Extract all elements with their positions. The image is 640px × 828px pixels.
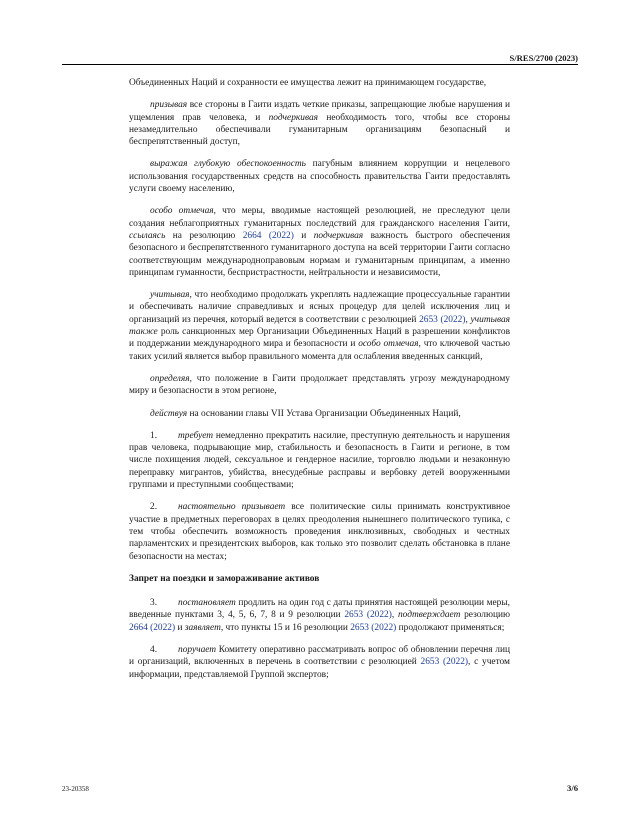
resolution-link[interactable]: 2653 (2022) bbox=[344, 610, 392, 621]
header-rule bbox=[62, 64, 578, 65]
paragraph-number: 4. bbox=[150, 644, 158, 655]
resolution-link[interactable]: 2653 (2022) bbox=[420, 657, 469, 668]
document-symbol: S/RES/2700 (2023) bbox=[509, 53, 578, 63]
preamble-paragraph: призывая все стороны в Гаити издать четкие приказы, запрещающие любые нарушения и ущемления прав человека, и подчеркивая необходимость того, чтобы все стороны незамедлительно обеспечивали гуманитарным организациям безопасный и беспрепятственный доступ, bbox=[129, 100, 510, 148]
operative-paragraph-4: 4. поручает Комитету оперативно рассматривать вопрос об обновлении перечня лиц и организаций, включенных в перечень в соответствии с резолюцией 2653 (2022), с учетом информации, представляемой Группой экспертов; bbox=[129, 644, 510, 680]
resolution-link[interactable]: 2653 (2022) bbox=[350, 622, 397, 633]
resolution-link[interactable]: 2653 (2022) bbox=[419, 314, 466, 325]
preamble-paragraph: учитывая, что необходимо продолжать укреплять надлежащие процессуальные гарантии и обеспечивать наличие справедливых и ясных процедур для целей исключения лиц и организаций из перечня, который ведется в соответствии с резолюцией 2653 (2022), учитывая также роль санкционных мер Организации Объединенных Наций в разрешении конфликтов и поддержании международного мира и безопасности и особо отмечая, что ключевой частью таких усилий является выбор правильного момента для ослабления введенных санкций, bbox=[129, 290, 510, 362]
preamble-paragraph: особо отмечая, что меры, вводимые настоящей резолюцией, не преследуют цели создания неблагоприятных гуманитарных последствий для гражданского населения Гаити, ссылаясь на резолюцию 2664 (2022) и подчеркивая важность быстрого обеспечения безопасного и беспрепятственного гуманитарного доступа на всей территории Гаити согласно соответствующим международноправовым нормам и гуманитарным принципам, а именно принципам гуманности, беспристрастности, нейтральности и независимости, bbox=[129, 206, 511, 278]
document-body bbox=[129, 77, 510, 691]
operative-paragraph-1: 1. требует немедленно прекратить насилие, преступную деятельность и нарушения прав человека, подрывающие мир, стабильность и безопасность в Гаити и регионе, в том числе похищения людей, сексуальное и гендерное насилие, торговлю людьми и незаконную переправку мигрантов, убийства, внесудебные расправы и вербовку детей вооруженными группами и преступными сообществами; bbox=[129, 430, 510, 491]
operative-paragraph-3: 3. постановляет продлить на один год с даты принятия настоящей резолюции меры, введенные пунктами 3, 4, 5, 6, 7, 8 и 9 резолюции 2653 (2022), подтверждает резолюцию 2664 (2022) и заявляет, что пункты 15 и 16 резолюции 2653 (2022) продолжают применяться; bbox=[129, 598, 510, 633]
preamble-paragraph: выражая глубокую обеспокоенность пагубным влиянием коррупции и нецелевого использования государственных средств на способность правительства Гаити предоставлять услуги своему населению, bbox=[129, 159, 510, 195]
paragraph-continuation: Объединенных Наций и сохранности ее имущества лежит на принимающем государстве, bbox=[129, 78, 487, 88]
paragraph-number: 1. bbox=[150, 430, 158, 441]
operative-paragraph-2: 2. настоятельно призывает все политические силы принимать конструктивное участие в предметных переговорах в целях преодоления нынешнего политического тупика, с тем чтобы обеспечить возможность проведения инклюзивных, свободных и честных парламентских и президентских выборов, как только это позволит сделать обстановка в плане безопасности на местах; bbox=[129, 502, 510, 562]
preamble-paragraph: определяя, что положение в Гаити продолжает представлять угрозу международному миру и безопасности в этом регионе, bbox=[129, 373, 510, 397]
page-number: 3/6 bbox=[567, 783, 578, 793]
paragraph-number: 3. bbox=[150, 598, 158, 609]
section-heading: Запрет на поездки и замораживание активов bbox=[129, 573, 320, 584]
preamble-paragraph: действуя на основании главы VII Устава Организации Объединенных Наций, bbox=[150, 408, 461, 419]
job-number: 23-20358 bbox=[62, 785, 89, 793]
resolution-link[interactable]: 2664 (2022) bbox=[129, 622, 176, 633]
resolution-link[interactable]: 2664 (2022) bbox=[242, 230, 294, 241]
paragraph-number: 2. bbox=[150, 502, 158, 513]
